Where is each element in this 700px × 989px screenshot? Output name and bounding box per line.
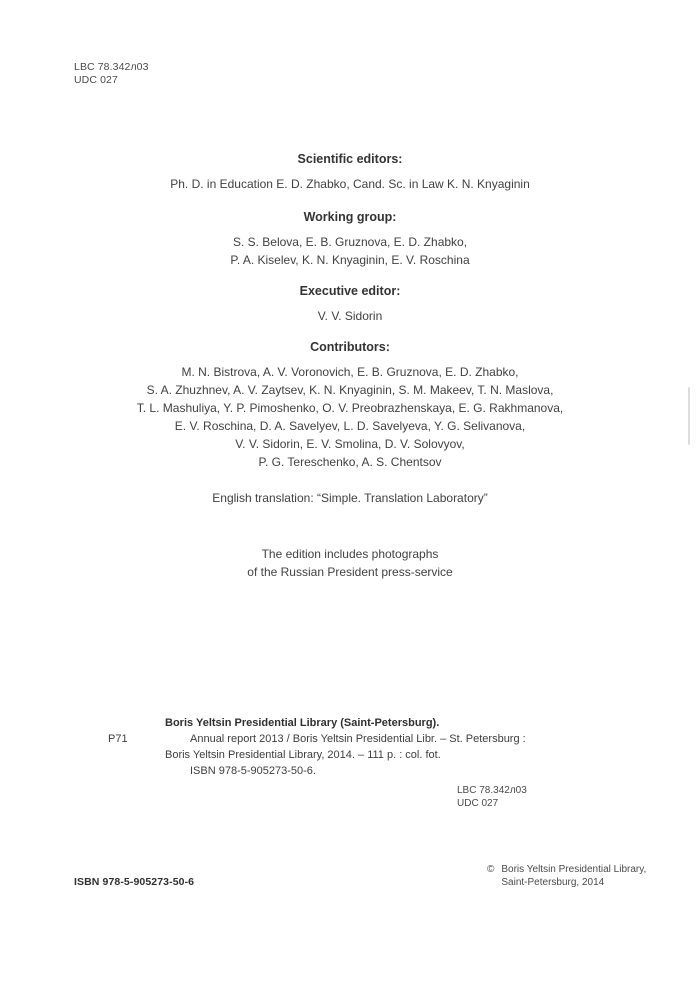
copyright-text <box>501 863 646 889</box>
classification-top <box>74 61 149 87</box>
scientific-editors-heading: Scientific editors: <box>297 152 403 166</box>
scientific-editors-names: Ph. D. in Education E. D. Zhabko, Cand. Sc. in Law K. N. Knyaginin <box>170 177 530 191</box>
contributors-line: V. V. Sidorin, E. V. Smolina, D. V. Solovyov, <box>235 437 465 451</box>
working-group-heading: Working group: <box>303 210 397 224</box>
catalog-card-line1: Annual report 2013 / Boris Yeltsin Presidential Libr. – St. Petersburg : <box>190 733 526 745</box>
translation-note: English translation: “Simple. Translation Laboratory” <box>212 491 488 505</box>
contributors-heading: Contributors: <box>310 340 390 354</box>
classification-bottom <box>457 784 527 810</box>
working-group-names <box>0 233 700 269</box>
contributors-line: E. V. Roschina, D. A. Savelyev, L. D. Savelyeva, Y. G. Selivanova, <box>174 419 526 433</box>
lbc-code-top: LBC 78.342л03 <box>74 61 149 73</box>
contributors-line: S. A. Zhuzhnev, A. V. Zaytsev, K. N. Knyaginin, S. M. Makeev, T. N. Maslova, <box>146 383 554 397</box>
working-group-line: P. A. Kiselev, K. N. Knyaginin, E. V. Roschina <box>230 253 470 267</box>
copyright-line1: Boris Yeltsin Presidential Library, <box>501 864 647 875</box>
lbc-code-bottom: LBC 78.342л03 <box>457 785 527 796</box>
contributors-list <box>0 363 700 471</box>
copyright-symbol: © <box>487 864 495 875</box>
udc-code-bottom: UDC 027 <box>457 798 499 809</box>
contributors-line: M. N. Bistrova, A. V. Voronovich, E. B. Gruznova, E. D. Zhabko, <box>181 365 519 379</box>
catalog-card-heading: Boris Yeltsin Presidential Library (Saint-Petersburg). <box>165 717 440 729</box>
catalog-shelf-code: P71 <box>108 733 128 745</box>
contributors-line: P. G. Tereschenko, A. S. Chentsov <box>258 455 442 469</box>
isbn-footer: ISBN 978-5-905273-50-6 <box>74 876 195 888</box>
copyright-notice <box>487 863 646 889</box>
catalog-card-isbn: ISBN 978-5-905273-50-6. <box>190 765 316 777</box>
contributors-line: T. L. Mashuliya, Y. P. Pimoshenko, O. V. Preobrazhenskaya, E. G. Rakhmanova, <box>136 401 564 415</box>
photo-note-line: The edition includes photographs <box>261 547 439 561</box>
photo-note-line: of the Russian President press-service <box>247 565 453 579</box>
catalog-card-line2: Boris Yeltsin Presidential Library, 2014. – 111 p. : col. fot. <box>165 749 441 761</box>
photo-note <box>0 545 700 581</box>
scan-artifact <box>688 387 690 445</box>
copyright-line2: Saint-Petersburg, 2014 <box>501 877 605 888</box>
executive-editor-name: V. V. Sidorin <box>317 309 383 323</box>
working-group-line: S. S. Belova, E. B. Gruznova, E. D. Zhabko, <box>232 235 468 249</box>
executive-editor-heading: Executive editor: <box>299 284 401 298</box>
udc-code-top: UDC 027 <box>74 74 118 86</box>
